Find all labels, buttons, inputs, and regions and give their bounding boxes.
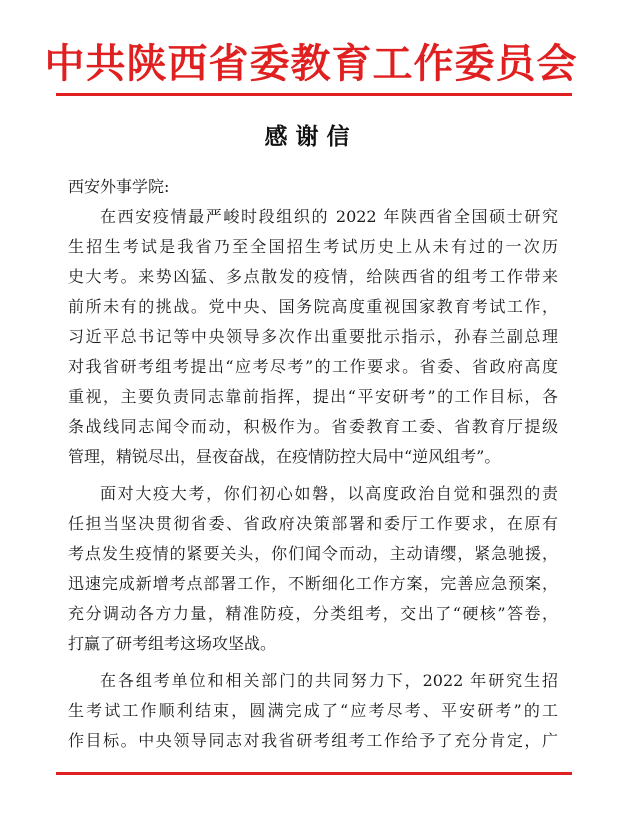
- footer-rule: [56, 772, 572, 775]
- letter-body: [68, 172, 558, 763]
- text-line: 在西安疫情最严峻时段组织的 2022 年陕西省全国硕士研究: [100, 207, 558, 226]
- letter-salutation: 西安外事学院:: [68, 177, 170, 196]
- text-line: 打赢了研考组考这场攻坚战。: [68, 634, 277, 653]
- text-line: 史大考。来势凶猛、多点散发的疫情，给陕西省的组考工作带来: [68, 267, 558, 286]
- text-line: 条战线同志闻令而动，积极作为。省委教育工委、省教育厅提级: [68, 417, 558, 436]
- text-line: 面对大疫大考，你们初心如磐，以高度政治自觉和强烈的责: [100, 484, 558, 503]
- letter-title: 感谢信: [264, 123, 358, 150]
- text-line: 重视，主要负责同志靠前指挥，提出“平安研考”的工作目标，各: [68, 387, 558, 406]
- text-line: 作目标。中央领导同志对我省研考组考工作给予了充分肯定，广: [68, 731, 558, 750]
- text-line: 充分调动各方力量，精准防疫，分类组考，交出了“硬核”答卷，: [68, 604, 558, 623]
- paragraph-3: [68, 666, 558, 756]
- text-line: 考点发生疫情的紧要关头，你们闻令而动，主动请缨，紧急驰援，: [68, 544, 558, 563]
- text-line: 管理，精锐尽出，昼夜奋战，在疫情防控大局中“逆风组考”。: [68, 447, 501, 466]
- text-line: 任担当坚决贯彻省委、省政府决策部署和委厅工作要求，在原有: [68, 514, 558, 533]
- letterhead-rule: [56, 93, 572, 96]
- text-line: 生招生考试是我省乃至全国招生考试历史上从未有过的一次历: [68, 237, 558, 256]
- text-line: 在各组考单位和相关部门的共同努力下，2022 年研究生招: [100, 671, 558, 690]
- text-line: 前所未有的挑战。党中央、国务院高度重视国家教育考试工作，: [68, 297, 558, 316]
- text-line: 生考试工作顺利结束，圆满完成了“应考尽考、平安研考”的工: [68, 701, 558, 720]
- paragraph-2: [68, 479, 558, 659]
- text-line: 对我省研考组考提出“应考尽考”的工作要求。省委、省政府高度: [68, 357, 558, 376]
- letterhead-organization: 中共陕西省委教育工作委员会: [44, 40, 578, 87]
- text-line: 迅速完成新增考点部署工作，不断细化工作方案，完善应急预案，: [68, 574, 558, 593]
- paragraph-1: [68, 202, 558, 472]
- text-line: 习近平总书记等中央领导多次作出重要批示指示，孙春兰副总理: [68, 327, 558, 346]
